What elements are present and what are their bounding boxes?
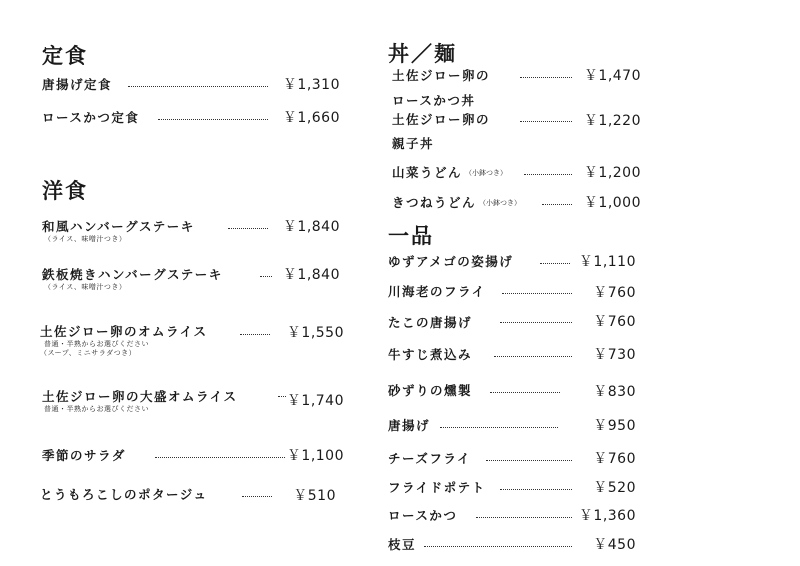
menu-item-name: 土佐ジロー卵の大盛オムライス xyxy=(42,389,238,404)
menu-item-price: ￥1,660 xyxy=(282,110,340,126)
menu-item-note: （ライス、味噌汁つき） xyxy=(44,235,127,243)
menu-item-price: ￥1,840 xyxy=(282,219,340,235)
dot-leader xyxy=(242,496,272,497)
menu-item-price: ￥1,220 xyxy=(583,113,641,129)
section-heading-teishoku: 定食 xyxy=(42,43,88,68)
menu-item-price: ￥1,740 xyxy=(286,393,344,409)
menu-item-price: ￥1,200 xyxy=(583,165,641,181)
menu-item-price: ￥730 xyxy=(593,347,636,363)
dot-leader xyxy=(490,392,560,393)
menu-item-name: とうもろこしのポタージュ xyxy=(40,487,208,502)
menu-item-price: ￥510 xyxy=(293,488,336,504)
menu-item-price: ￥1,470 xyxy=(583,68,641,84)
menu-item-tag: （小鉢つき） xyxy=(479,199,522,207)
menu-item-tag: （小鉢つき） xyxy=(465,169,508,177)
menu-item-price: ￥1,110 xyxy=(578,254,636,270)
menu-item-price: ￥760 xyxy=(593,285,636,301)
menu-item-name: 牛すじ煮込み xyxy=(388,347,473,362)
menu-item-name: 土佐ジロー卵の xyxy=(392,68,491,83)
dot-leader xyxy=(476,517,572,518)
menu-item-name: 枝豆 xyxy=(388,537,417,552)
menu-item-name: 鉄板焼きハンバーグステーキ xyxy=(42,267,223,282)
menu-item-name: たこの唐揚げ xyxy=(388,315,473,330)
dot-leader xyxy=(440,427,558,428)
section-heading-donburi: 丼／麺 xyxy=(388,41,457,66)
menu-item-name: ゆずアメゴの姿揚げ xyxy=(388,254,514,269)
menu-item-name: 唐揚げ xyxy=(388,418,431,433)
dot-leader xyxy=(158,119,268,120)
menu-item-price: ￥1,840 xyxy=(282,267,340,283)
menu-item-price: ￥1,360 xyxy=(578,508,636,524)
menu-item-note: （スープ、ミニサラダつき） xyxy=(40,349,137,357)
section-heading-ippin: 一品 xyxy=(388,223,434,248)
menu-item-note: （ライス、味噌汁つき） xyxy=(44,283,127,291)
menu-item-name: 土佐ジロー卵の xyxy=(392,112,491,127)
menu-item-price: ￥1,550 xyxy=(286,325,344,341)
menu-item-price: ￥760 xyxy=(593,314,636,330)
dot-leader xyxy=(240,334,270,335)
menu-item-note: 普通・半熟からお選びください xyxy=(44,405,149,413)
menu-item-price: ￥950 xyxy=(593,418,636,434)
menu-item-name: フライドポテト xyxy=(388,480,486,495)
menu-item-note: 普通・半熟からお選びください xyxy=(44,340,149,348)
menu-item-name: 土佐ジロー卵のオムライス xyxy=(40,324,208,339)
menu-item-name: 和風ハンバーグステーキ xyxy=(42,219,195,234)
menu-item-name-line2: ロースかつ丼 xyxy=(392,93,476,108)
menu-item-name: チーズフライ xyxy=(388,451,472,466)
dot-leader xyxy=(128,86,268,87)
menu-item-name: きつねうどん （小鉢つき） xyxy=(392,195,522,210)
menu-item-price: ￥830 xyxy=(593,384,636,400)
menu-item-name: ロースかつ xyxy=(388,508,458,523)
menu-item-name: 砂ずりの燻製 xyxy=(388,383,473,398)
menu-item-price: ￥1,100 xyxy=(286,448,344,464)
menu-item-name: 季節のサラダ xyxy=(42,448,126,463)
menu-item-price: ￥450 xyxy=(593,537,636,553)
menu-item-price: ￥520 xyxy=(593,480,636,496)
menu-item-name: ロースかつ定食 xyxy=(42,110,140,125)
menu-item-name-line2: 親子丼 xyxy=(392,136,435,151)
section-heading-yoshoku: 洋食 xyxy=(42,178,88,203)
menu-item-price: ￥760 xyxy=(593,451,636,467)
dot-leader xyxy=(228,228,268,229)
menu-item-name: 川海老のフライ xyxy=(388,284,486,299)
dot-leader xyxy=(424,546,572,547)
dot-leader xyxy=(155,457,285,458)
menu-item-price: ￥1,000 xyxy=(583,195,641,211)
menu-item-name: 山菜うどん （小鉢つき） xyxy=(392,165,508,180)
menu-item-price: ￥1,310 xyxy=(282,77,340,93)
menu-item-name: 唐揚げ定食 xyxy=(42,77,113,92)
